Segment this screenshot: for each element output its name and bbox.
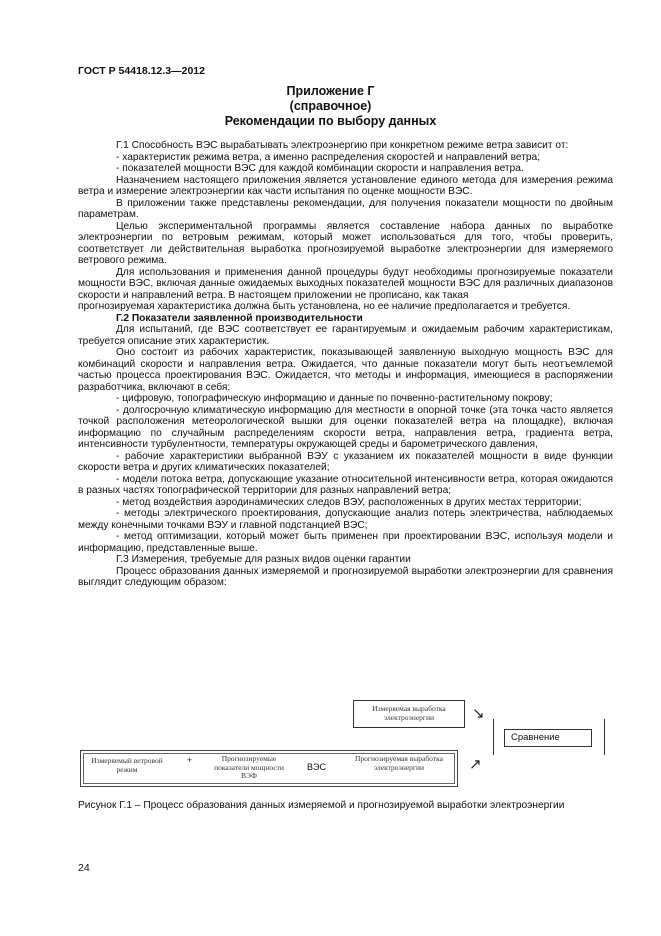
list-item: - долгосрочную климатическую информацию для местности в опорной точке (эта точка часто является точкой расположения метеорологической вышки для оценки показателей ветра на площадке), включая информацию по случайным распределениям скорости ветра, направления ветра, градиента ветра, интенсивности турбулентности, температуры окружающей среды и барометрического давления,: [78, 404, 613, 450]
measured-wind-label: Измеряемый ветровой режим: [91, 756, 163, 774]
paragraph: Назначением настоящего приложения является установление единого метода для измерения режима ветра и измерение электроэнергии как части испытания по оценке мощности ВЭС.: [78, 174, 613, 197]
measured-output-box: Измеряемая выработка электроэнергии: [353, 700, 465, 728]
predicted-output-label: Прогнозируемая выработка электроэнергии: [355, 754, 443, 772]
list-item: - метод воздействия аэродинамических следов ВЭУ, расположенных в других местах территории;: [116, 496, 582, 508]
predicted-power-label: Прогнозируемые показатели мощности ВЭФ: [214, 754, 284, 780]
ves-label: ВЭС: [307, 762, 326, 772]
arrow-down-right-icon: ↘: [472, 705, 485, 722]
appendix-heading: Рекомендации по выбору данных: [224, 114, 437, 128]
body-text: [78, 140, 613, 589]
paragraph: Целью экспериментальной программы является составление набора данных по выработке электроэнергии по ветровым режимам, который может использоваться для того, чтобы проверить, соответствует ли действительная выработка прогнозируемой выработке электроэнергии для измеряемого ветрового режима.: [78, 220, 613, 266]
list-item: - показателей мощности ВЭС для каждой комбинации скорости и направления ветра.: [116, 163, 524, 174]
document-header: ГОСТ Р 54418.12.3—2012: [78, 65, 205, 77]
paragraph: Для испытаний, где ВЭС соответствует ее гарантируемым и ожидаемым рабочим характеристикам, требуется описание этих характеристик.: [78, 324, 613, 347]
list-item: - характеристик режима ветра, а именно распределения скоростей и направлений ветра;: [116, 151, 541, 163]
appendix-subtitle: (справочное): [289, 99, 372, 113]
list-item: - цифровую, топографическую информацию и данные по почвенно-растительному покрову;: [116, 393, 553, 404]
paragraph: В приложении также представлены рекомендации, для получения показатели мощности по двойным параметрам.: [78, 197, 613, 220]
paragraph: Г.1 Способность ВЭС вырабатывать электроэнергию при конкретном режиме ветра зависит от:: [116, 140, 569, 151]
paragraph: Оно состоит из рабочих характеристик, показывающей заявленную выходную мощность ВЭС для комбинаций скорости и направления ветра. Ожидается, что данные показатели могут быть неотъемлемой частью процесса проектирования ВЭС. Ожидается, что методы и информация, имеющиеся в распоряжении разработчика, включают в себя:: [78, 347, 613, 393]
paragraph: прогнозируемая характеристика должна быть установлена, но ее наличие предполагается и требуется.: [78, 301, 571, 312]
paragraph: Для использования и применения данной процедуры будут необходимы прогнозируемые показатели мощности ВЭС, включая данные ожидаемых выходных показателей мощности ВЭС для различных диапазонов скорости и направлений ветра. В настоящем приложении не прописано, как такая: [78, 266, 613, 301]
list-item: - метод оптимизации, который может быть применен при проектировании ВЭС, используя модели и информацию, представленные выше.: [78, 531, 613, 554]
list-item: - рабочие характеристики выбранной ВЭУ с указанием их показателей мощности в виде функции скорости ветра и других климатических показателей;: [78, 450, 613, 473]
plus-sign: +: [187, 755, 193, 765]
appendix-title: Приложение Г: [286, 84, 375, 98]
comparison-box: Сравнение: [504, 729, 592, 747]
section-heading: Г.2 Показатели заявленной производительности: [116, 312, 363, 324]
arrow-up-right-icon: ↗: [469, 756, 482, 773]
page-number: 24: [78, 862, 90, 874]
paragraph: Процесс образования данных измеряемой и прогнозируемой выработки электроэнергии для сравнения выглядит следующим образом:: [78, 565, 613, 588]
list-item: - модели потока ветра, допускающие указание относительной интенсивности ветра, которая ожидаются в разных частях топографической территории для разных направлений ветра;: [78, 473, 613, 496]
section-heading: Г.3 Измерения, требуемые для разных видов оценки гарантии: [116, 554, 411, 565]
comparison-bracket: [493, 719, 605, 755]
figure-caption: Рисунок Г.1 – Процесс образования данных измеряемой и прогнозируемой выработки электроэнергии: [78, 800, 565, 811]
prediction-chain-box: [80, 750, 458, 787]
list-item: - методы электрического проектирования, допускающие анализ потерь электричества, наблюдаемых между конечными точками ВЭУ и главной подстанцией ВЭС;: [78, 508, 613, 531]
